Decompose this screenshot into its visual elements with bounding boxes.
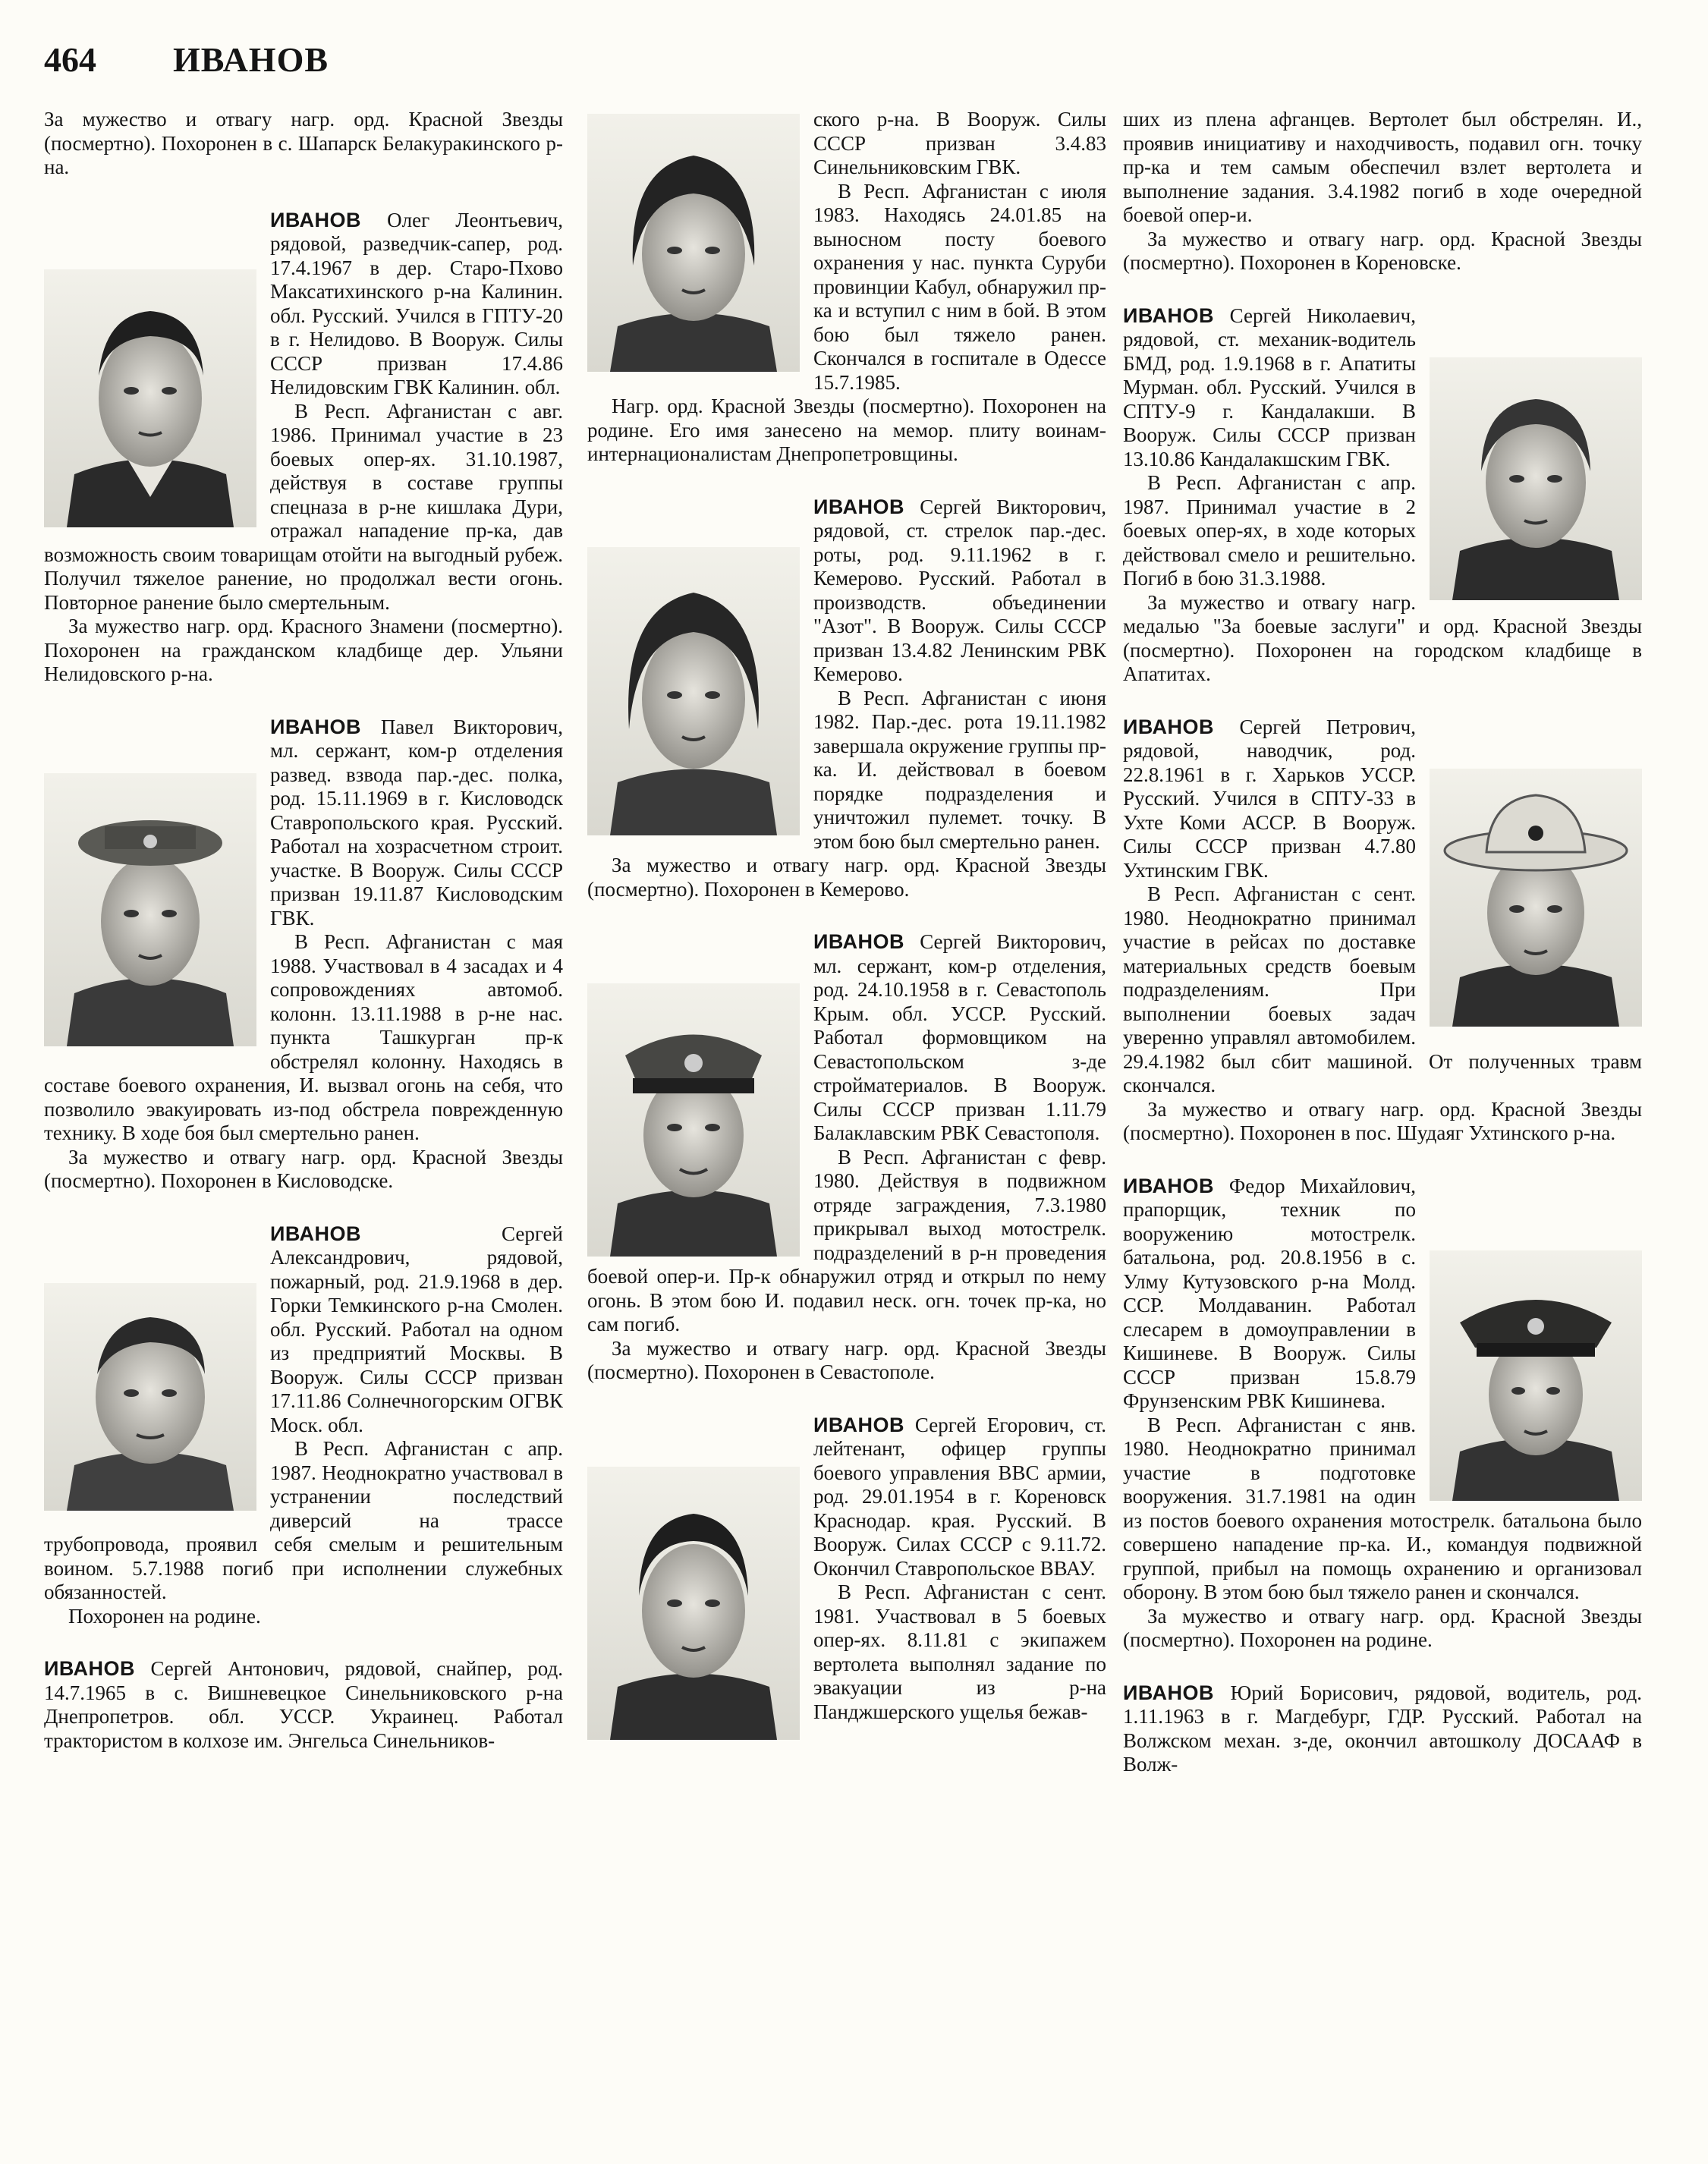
entry-ivanov-sergey-v2 [587,930,1106,1385]
entry-text: В Респ. Афганистан с февр. 1980. Действуя в подвижном отряде заграждения, 7.3.1980 прикрывал выход мотострелк. подразделений в р-н проведения боевой опер-и. Пр-к обнаружил отряд и открыл по нему огонь. В этом бою И. подавил неск. огн. точек пр-ка, но сам погиб. [587,1145,1106,1335]
entry-continuation [44,108,563,180]
entry-lead: ИВАНОВ Сергей Антонович, рядовой, снайпер, род. 14.7.1965 в с. Вишневецкое Синельниковского р-на Днепропетров. обл. УССР. Украинец. Работал трактористом в колхозе им. Энгельса Синельников- [44,1657,563,1752]
entry-lead: ИВАНОВ Юрий Борисович, рядовой, водитель, род. 1.11.1963 в г. Магдебург, ГДР. Русский. Работал на Волжском механ. з-де, окончил автошколу ДОСААФ в Волж- [1123,1681,1642,1776]
entry-surname: ИВАНОВ [270,1222,362,1245]
entry-text: За мужество и отвагу нагр. орд. Красной Звезды (посмертно). Похоронен в Кисловодске. [44,1145,563,1192]
entry-lead: ИВАНОВ Сергей Егорович, ст. лейтенант, офицер группы боевого управления ВВС армии, род. 29.01.1954 в г. Кореновск Краснодар. края. Русский. В Вооруж. Силах СССР с 9.11.72. Окончил Ставропольское ВВАУ. [813,1413,1106,1580]
entry-text: За мужество и отвагу нагр. орд. Красной Звезды (посмертно). Похоронен в Севастополе. [587,1336,1106,1383]
portrait-photo [1430,769,1642,1027]
entry-lead: ИВАНОВ Сергей Николаевич, рядовой, ст. механик-водитель БМД, род. 1.9.1968 в г. Апатиты Мурман. обл. Русский. Учился в СПТУ-9 г. Кандалакши. В Вооруж. Силы СССР призван 13.10.86 Кандалакшским ГВК. [1123,304,1416,470]
entry-text: В Респ. Афганистан с июня 1982. Пар.-дес. рота 19.11.1982 завершала окружение группы пр-ка. И. действовал в боевом порядке подразделения и уничтожил пулемет. точку. В этом бою был смертельно ранен. [813,686,1106,853]
entry-surname: ИВАНОВ [1123,1681,1215,1704]
entry-text: В Респ. Афганистан с апр. 1987. Неоднократно участвовал в устранении последствий диверсий на трассе трубопровода, проявил себя смелым и решительным воином. 5.7.1988 погиб при исполнении служебных обязанностей. [44,1437,563,1603]
portrait-photo [587,547,800,835]
page-number: 464 [44,40,96,79]
entry-text: В Респ. Афганистан с мая 1988. Участвовал в 4 засадах и 4 сопровождениях автомоб. колонн. 13.11.1988 в р-не нас. пункта Ташкурган пр-к обстрелял колонну. Находясь в составе боевого охранения, И. вызвал огонь на себя, что позволило эвакуировать из-под обстрела поврежденную технику. В ходе боя был смертельно ранен. [44,930,563,1144]
entry-ivanov-sergey-a [44,1222,563,1629]
entry-surname: ИВАНОВ [1123,1174,1215,1197]
running-head: ИВАНОВ [173,40,329,79]
entry-ivanov-sergey-e-cont [1123,108,1642,275]
portrait-photo [587,983,800,1257]
entry-lead: ИВАНОВ Сергей Викторович, рядовой, ст. стрелок пар.-дес. роты, род. 9.11.1962 в г. Кемерово. Русский. Работал в производств. объединении "Азот". В Вооруж. Силы СССР призван 13.4.82 Ленинским РВК Кемерово. [813,495,1106,685]
entry-ivanov-sergey-p [1123,716,1642,1146]
entry-text: ших из плена афганцев. Вертолет был обстрелян. И., проявив инициативу и находчивость, подавил огн. точку пр-ка и тем самым обеспечил взлет вертолета и выполнение задания. 3.4.1982 погиб в ходе очередной боевой опер-и. [1123,108,1642,226]
entry-ivanov-sergey-n [1123,304,1642,687]
entry-text: За мужество и отвагу нагр. орд. Красной Звезды (посмертно). Похоронен в с. Шапарск Белакуракинского р-на. [44,108,563,178]
entry-surname: ИВАНОВ [44,1657,136,1680]
entry-text: Похоронен на родине. [68,1604,261,1628]
entry-text: Нагр. орд. Красной Звезды (посмертно). Похоронен на родине. Его имя занесено на мемор. плиту воинам-интернационалистам Днепропетровщины. [587,395,1106,465]
entry-text: В Респ. Афганистан с авг. 1986. Принимал участие в 23 боевых опер-ях. 31.10.1987, действуя в составе группы спецназа в р-не кишлака Дури, отражал нападение пр-ка, дав возможность своим товарищам отойти на выгодный рубеж. Получил тяжелое ранение, но продолжал вести огонь. Повторное ранение было смертельным. [44,399,563,614]
entry-text: В Респ. Афганистан с апр. 1987. Принимал участие в 2 боевых опер-ях, в ходе которых действовал смело и решительно. Погиб в бою 31.3.1988. [1123,471,1416,590]
portrait-photo [587,1467,800,1740]
entry-text: За мужество и отвагу нагр. орд. Красной Звезды (посмертно). Похоронен в пос. Шудаяг Ухтинского р-на. [1123,1097,1642,1144]
column-1 [44,108,563,1782]
entry-ivanov-fedor [1123,1175,1642,1653]
entry-text: ского р-на. В Вооруж. Силы СССР призван 3.4.83 Синельниковским ГВК. [813,108,1106,178]
entry-surname: ИВАНОВ [1123,715,1215,738]
entry-ivanov-sergey-v1 [587,495,1106,902]
entry-ivanov-yuriy [1123,1681,1642,1777]
entry-ivanov-sergey-e [587,1414,1106,1744]
entry-ivanov-sergey-ant-cont [587,108,1106,467]
entry-text: В Респ. Афганистан с июля 1983. Находясь 24.01.85 на выносном посту боевого охранения у нас. пункта Суруби провинции Кабул, обнаружил пр-ка и вступил с ним в бой. В этом бою был тяжело ранен. Скончался в госпитале в Одессе 15.7.1985. [813,179,1106,394]
portrait-photo [1430,357,1642,600]
entry-surname: ИВАНОВ [1123,304,1215,327]
entry-surname: ИВАНОВ [270,715,362,738]
entry-lead: ИВАНОВ Павел Викторович, мл. сержант, ком-р отделения развед. взвода пар.-дес. полка, род. 15.11.1969 в г. Кисловодск Ставропольского края. Русский. Работал на хозрасчетном строит. участке. В Вооруж. Силы СССР призван 19.11.87 Кисловодским ГВК. [270,715,563,929]
portrait-photo [1430,1250,1642,1501]
portrait-photo [587,114,800,372]
entry-surname: ИВАНОВ [813,930,905,953]
column-2 [587,108,1106,1773]
entry-text: За мужество и отвагу нагр. орд. Красной Звезды (посмертно). Похоронен в Кемерово. [587,854,1106,901]
entry-text: В Респ. Афганистан с сент. 1981. Участвовал в 5 боевых опер-ях. 8.11.81 с экипажем вертолета выполнял задание по эвакуации из р-на Панджшерского ущелья бежав- [813,1581,1106,1723]
portrait-photo [44,269,256,527]
entry-text: За мужество и отвагу нагр. орд. Красной Звезды (посмертно). Похоронен на родине. [1123,1604,1642,1651]
entry-surname: ИВАНОВ [813,1413,905,1436]
entry-lead: ИВАНОВ Сергей Петрович, рядовой, наводчик, род. 22.8.1961 в г. Харьков УССР. Русский. Учился в СПТУ-33 в Ухте Коми АССР. В Вооруж. Силы СССР призван 4.7.80 Ухтинским ГВК. [1123,715,1416,882]
entry-ivanov-pavel [44,716,563,1194]
entry-text: За мужество нагр. орд. Красного Знамени (посмертно). Похоронен на гражданском кладбище дер. Ульяни Нелидовского р-на. [44,615,563,685]
entry-text: За мужество и отвагу нагр. орд. Красной Звезды (посмертно). Похоронен в Кореновске. [1123,227,1642,274]
entry-surname: ИВАНОВ [813,495,905,518]
entry-ivanov-oleg [44,209,563,687]
entry-ivanov-sergey-ant [44,1657,563,1753]
entry-surname: ИВАНОВ [270,208,362,231]
entry-lead: ИВАНОВ Сергей Александрович, рядовой, пожарный, род. 21.9.1968 в дер. Горки Темкинского р-на Смолен. обл. Русский. Работал на одном из предприятий Москвы. В Вооруж. Силы СССР призван 17.11.86 Солнечногорским ОГВК Моск. обл. [270,1222,563,1436]
entry-text: В Респ. Афганистан с янв. 1980. Неоднократно принимал участие в подготовке вооружения. 31.7.1981 на один из постов боевого охранения мотострелк. батальона было совершено нападение пр-ка. И., командуя подвижной группой, прибыл на помощь охранению и организовал оборону. В этом бою был тяжело ранен и скончался. [1123,1413,1642,1603]
portrait-photo [44,773,256,1046]
entry-lead: ИВАНОВ Сергей Викторович, мл. сержант, ком-р отделения, род. 24.10.1958 в г. Севастополь Крым. обл. УССР. Русский. Работал формовщиком на Севастопольском з-де стройматериалов. В Вооруж. Силы СССР призван 1.11.79 Балаклавским РВК Севастополя. [813,930,1106,1144]
entry-lead: ИВАНОВ Федор Михайлович, прапорщик, техник по вооружению мотострелк. батальона, род. 20.8.1956 в с. Улму Кутузовского р-на Молд. ССР. Молдаванин. Работал слесарем в домоуправлении в Кишиневе. В Вооруж. Силы СССР призван 15.8.79 Фрунзенским РВК Кишинева. [1123,1174,1417,1412]
entry-text: За мужество и отвагу нагр. медалью "За боевые заслуги" и орд. Красной Звезды (посмертно). Похоронен на городском кладбище в Апатитах. [1123,590,1642,685]
portrait-photo [44,1283,256,1511]
column-3 [1123,108,1642,1806]
entry-text: В Респ. Афганистан с сент. 1980. Неоднократно принимал участие в рейсах по доставке материальных средств боевым подразделениям. При выполнении боевых задач уверенно управлял автомобилем. 29.4.1982 был сбит машиной. От полученных травм скончался. [1123,882,1642,1096]
entry-lead: ИВАНОВ Олег Леонтьевич, рядовой, разведчик-сапер, род. 17.4.1967 в дер. Старо-Пхово Максатихинского р-на Калинин. обл. Русский. Учился в ГПТУ-20 в г. Нелидово. В Вооруж. Силы СССР призван 17.4.86 Нелидовским ГВК Калинин. обл. [270,208,563,398]
